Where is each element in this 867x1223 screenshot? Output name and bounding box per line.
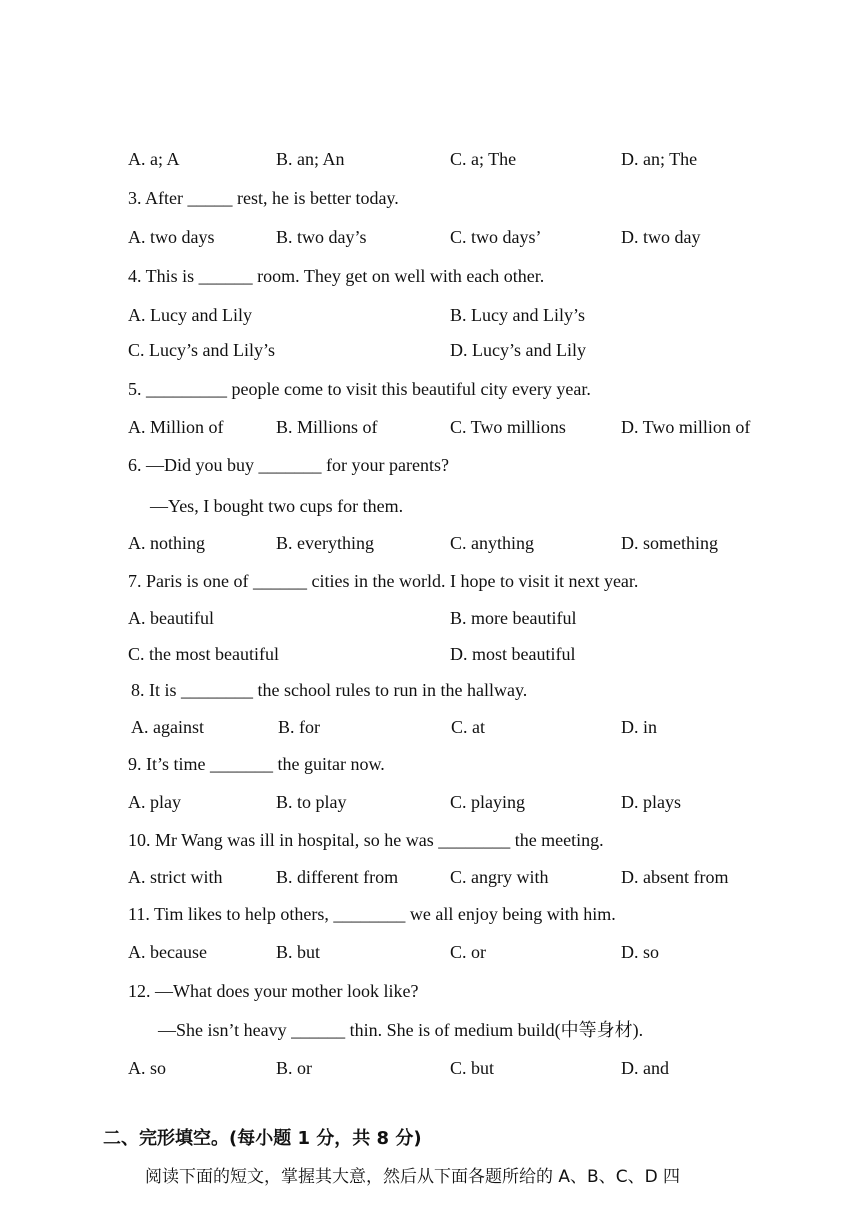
- question-stem: [0, 899, 867, 929]
- option-d: D. and: [621, 1058, 669, 1078]
- options-row: [0, 787, 867, 817]
- options-row: [0, 937, 867, 967]
- question-text: 3. After _____ rest, he is better today.: [128, 188, 399, 208]
- question-stem: [0, 374, 867, 404]
- option-a: A. beautiful: [128, 608, 214, 628]
- options-row: [0, 335, 867, 365]
- question-stem-reply: [0, 491, 867, 521]
- options-row: [0, 528, 867, 558]
- option-a: A. play: [128, 792, 181, 812]
- question-text: 12. —What does your mother look like?: [128, 981, 419, 1001]
- option-a: A. because: [128, 942, 207, 962]
- option-b: B. two day’s: [276, 227, 367, 247]
- question-text: 7. Paris is one of ______ cities in the world. I hope to visit it next year.: [128, 571, 639, 591]
- option-c: C. playing: [450, 792, 525, 812]
- option-c: C. a; The: [450, 149, 517, 169]
- question-text: —She isn’t heavy ______ thin. She is of medium build(中等身材).: [158, 1020, 644, 1040]
- option-d: D. in: [621, 717, 657, 737]
- option-c: C. or: [450, 942, 486, 962]
- options-row: [0, 222, 867, 252]
- options-row: [0, 862, 867, 892]
- option-c: C. anything: [450, 533, 534, 553]
- options-row: [0, 300, 867, 330]
- option-b: B. different from: [276, 867, 399, 887]
- section-intro: 阅读下面的短文，掌握其大意，然后从下面各题所给的 A、B、C、D 四: [145, 1167, 681, 1187]
- option-b: B. more beautiful: [450, 608, 577, 628]
- question-text: 8. It is ________ the school rules to run in the hallway.: [131, 680, 528, 700]
- options-row: [0, 712, 867, 742]
- option-c: C. Lucy’s and Lily’s: [128, 340, 275, 360]
- question-text: 9. It’s time _______ the guitar now.: [128, 754, 385, 774]
- question-stem: [0, 450, 867, 480]
- option-b: B. or: [276, 1058, 312, 1078]
- option-c: C. at: [451, 717, 485, 737]
- option-a: A. against: [131, 717, 204, 737]
- option-a: A. strict with: [128, 867, 223, 887]
- option-d: D. so: [621, 942, 660, 962]
- option-d: D. something: [621, 533, 718, 553]
- option-d: D. most beautiful: [450, 644, 576, 664]
- section-title: 二、完形填空。(每小题 1 分，共 8 分): [103, 1128, 422, 1149]
- question-text: 5. _________ people come to visit this beautiful city every year.: [128, 379, 591, 399]
- option-b: B. for: [278, 717, 320, 737]
- option-c: C. angry with: [450, 867, 549, 887]
- question-text: 6. —Did you buy _______ for your parents?: [128, 455, 449, 475]
- option-d: D. Lucy’s and Lily: [450, 340, 586, 360]
- option-a: A. two days: [128, 227, 215, 247]
- question-stem: [0, 566, 867, 596]
- option-a: A. a; A: [128, 149, 180, 169]
- option-d: D. plays: [621, 792, 681, 812]
- option-c: C. but: [450, 1058, 495, 1078]
- option-b: B. everything: [276, 533, 374, 553]
- option-b: B. but: [276, 942, 321, 962]
- option-a: A. nothing: [128, 533, 206, 553]
- options-row: [0, 603, 867, 633]
- option-c: C. the most beautiful: [128, 644, 279, 664]
- option-b: B. Lucy and Lily’s: [450, 305, 585, 325]
- options-row: [0, 1053, 867, 1083]
- option-a: A. Million of: [128, 417, 224, 437]
- option-a: A. so: [128, 1058, 167, 1078]
- option-c: C. two days’: [450, 227, 542, 247]
- option-d: D. two day: [621, 227, 701, 247]
- question-stem: [0, 976, 867, 1006]
- question-text: 10. Mr Wang was ill in hospital, so he was ________ the meeting.: [128, 830, 604, 850]
- question-text: —Yes, I bought two cups for them.: [150, 496, 404, 516]
- question-text: 4. This is ______ room. They get on well with each other.: [128, 266, 545, 286]
- options-row: [0, 144, 867, 174]
- question-stem-reply: [0, 1015, 867, 1045]
- question-stem: [0, 183, 867, 213]
- option-b: B. to play: [276, 792, 347, 812]
- option-d: D. an; The: [621, 149, 698, 169]
- options-row: [0, 412, 867, 442]
- option-a: A. Lucy and Lily: [128, 305, 252, 325]
- question-text: 11. Tim likes to help others, ________ we all enjoy being with him.: [128, 904, 616, 924]
- option-c: C. Two millions: [450, 417, 566, 437]
- option-b: B. an; An: [276, 149, 345, 169]
- question-stem: [0, 261, 867, 291]
- question-stem: [0, 675, 867, 705]
- options-row: [0, 639, 867, 669]
- option-b: B. Millions of: [276, 417, 378, 437]
- option-d: D. absent from: [621, 867, 729, 887]
- option-d: D. Two million of: [621, 417, 751, 437]
- question-stem: [0, 825, 867, 855]
- question-stem: [0, 749, 867, 779]
